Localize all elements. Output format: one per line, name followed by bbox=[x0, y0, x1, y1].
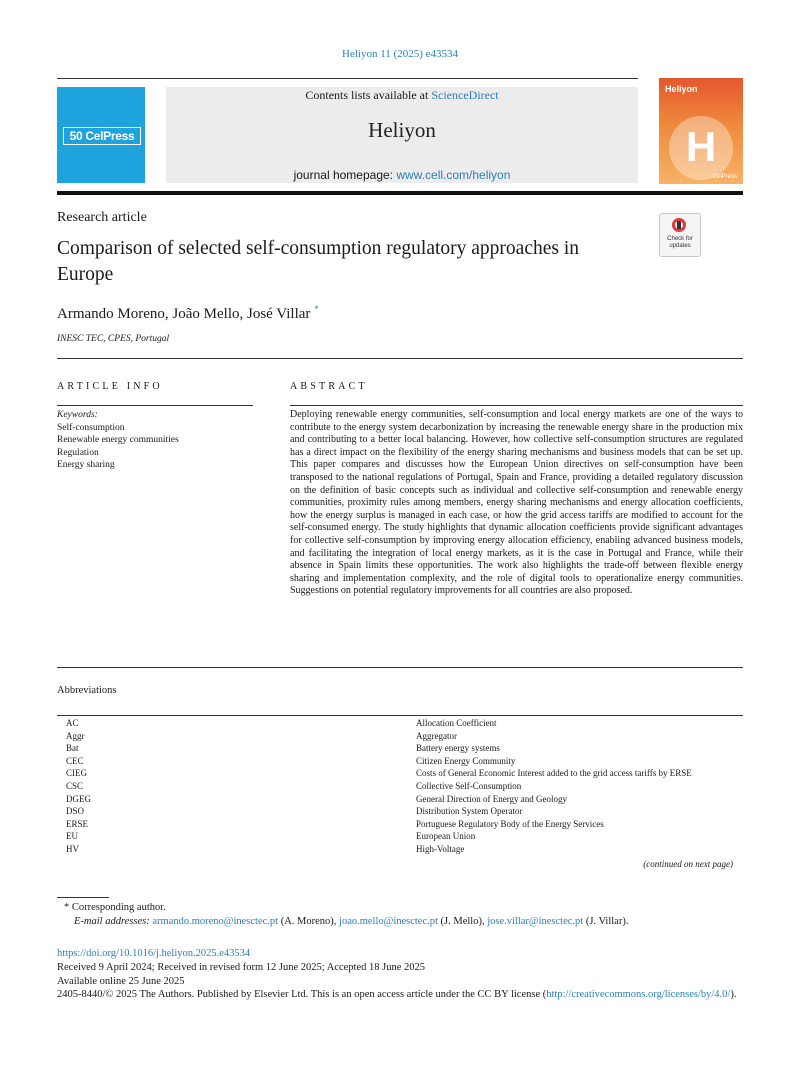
keywords-label: Keywords: bbox=[57, 410, 98, 420]
header-thick-divider bbox=[57, 191, 743, 195]
email-label: E-mail addresses: bbox=[74, 916, 150, 927]
cover-title: Heliyon bbox=[665, 84, 698, 94]
author-name[interactable]: José Villar bbox=[246, 306, 311, 322]
keyword: Regulation bbox=[57, 447, 99, 458]
table-row bbox=[57, 843, 743, 856]
abbreviations-table bbox=[57, 717, 743, 856]
publisher-logo bbox=[57, 87, 145, 183]
meaning-cell: Allocation Coefficient bbox=[416, 718, 497, 728]
abbreviation-cell: EU bbox=[66, 831, 78, 842]
abstract-divider bbox=[290, 405, 743, 406]
abbreviation-cell: CEC bbox=[66, 755, 84, 766]
meaning-cell: High-Voltage bbox=[416, 843, 465, 854]
cover-publisher: CelPress bbox=[712, 174, 737, 180]
table-row bbox=[57, 805, 743, 818]
table-row bbox=[57, 793, 743, 806]
crossmark-label: Check for updates bbox=[667, 236, 693, 249]
license-link[interactable]: http://creativecommons.org/licenses/by/4.0/ bbox=[546, 989, 731, 1000]
available-online-date: Available online 25 June 2025 bbox=[57, 976, 185, 987]
keywords-block bbox=[57, 409, 257, 472]
sciencedirect-link[interactable]: ScienceDirect bbox=[431, 88, 499, 102]
check-for-updates-button[interactable] bbox=[659, 213, 701, 257]
abstract-heading: ABSTRACT bbox=[290, 381, 368, 392]
email-link-mello[interactable]: joao.mello@inesctec.pt bbox=[339, 916, 438, 927]
header-divider bbox=[57, 78, 638, 79]
crossmark-bookmark-icon bbox=[677, 221, 681, 229]
contents-prefix: Contents lists available at bbox=[305, 88, 429, 102]
continued-note: (continued on next page) bbox=[643, 859, 733, 869]
abbreviation-cell: DSO bbox=[66, 806, 85, 817]
table-row bbox=[57, 742, 743, 755]
table-row bbox=[57, 730, 743, 743]
abbreviation-cell: HV bbox=[66, 843, 79, 854]
table-row bbox=[57, 717, 743, 730]
abbreviation-cell: Aggr bbox=[66, 730, 85, 741]
meaning-cell: Distribution System Operator bbox=[416, 806, 523, 817]
meaning-cell: Costs of General Economic Interest added to the grid access tariffs by ERSE bbox=[416, 768, 692, 779]
homepage-prefix: journal homepage: bbox=[293, 168, 393, 182]
abbreviation-cell: ERSE bbox=[66, 818, 89, 829]
meaning-cell: European Union bbox=[416, 831, 476, 842]
meaning-cell: Portuguese Regulatory Body of the Energy Services bbox=[416, 818, 604, 829]
table-row bbox=[57, 830, 743, 843]
article-type: Research article bbox=[57, 210, 147, 225]
meaning-cell: Aggregator bbox=[416, 730, 457, 741]
abstract-end-divider bbox=[57, 667, 743, 668]
article-title: Comparison of selected self-consumption regulatory approaches in Europe bbox=[57, 238, 580, 285]
abbreviation-cell: Bat bbox=[66, 743, 79, 754]
abbreviation-cell: CIEG bbox=[66, 768, 87, 779]
abbreviation-cell: CSC bbox=[66, 780, 84, 791]
section-divider bbox=[57, 358, 743, 359]
email-link-villar[interactable]: jose.villar@inesctec.pt bbox=[487, 916, 584, 927]
contents-line bbox=[166, 88, 638, 103]
corresponding-author-marker[interactable]: * bbox=[314, 304, 319, 314]
abbreviations-heading: Abbreviations bbox=[57, 685, 117, 696]
article-info-divider bbox=[57, 405, 253, 406]
publisher-logo-text: 50 CelPress bbox=[63, 127, 141, 145]
journal-reference-link[interactable]: Heliyon 11 (2025) e43534 bbox=[342, 48, 458, 60]
homepage-line bbox=[166, 168, 638, 182]
author-name[interactable]: João Mello bbox=[172, 306, 240, 322]
table-row bbox=[57, 755, 743, 768]
author-list: Armando Moreno, João Mello, José Villar * bbox=[57, 304, 319, 322]
footnote-divider bbox=[57, 897, 109, 898]
keyword: Renewable energy communities bbox=[57, 435, 179, 446]
corresponding-author-note: * Corresponding author. bbox=[64, 902, 166, 913]
doi-link[interactable]: https://doi.org/10.1016/j.heliyon.2025.e43534 bbox=[57, 948, 251, 959]
meaning-cell: Citizen Energy Community bbox=[416, 755, 516, 766]
affiliation: INESC TEC, CPES, Portugal bbox=[57, 334, 170, 344]
meaning-cell: Collective Self-Consumption bbox=[416, 780, 522, 791]
table-row bbox=[57, 780, 743, 793]
keyword: Energy sharing bbox=[57, 460, 115, 471]
keyword: Self-consumption bbox=[57, 422, 125, 433]
cover-letter: H bbox=[685, 123, 717, 170]
meaning-cell: Battery energy systems bbox=[416, 743, 500, 754]
meaning-cell: General Direction of Energy and Geology bbox=[416, 793, 568, 804]
abstract-text: Deploying renewable energy communities, self-consumption and local energy markets are one of the ways to contribute to the energy system decarbonization by increasing the renewable energy share in the production mix and contributing to a better local balancing. However, how collective self-consumption structures are regulated has a direct impact on the flexibility of the energy sharing mechanisms and business models that can be set up. This paper compares and discusses how the European Union directives on self-consumption have been transposed to the national regulations of Portugal, Spain and France, providing a detailed regulatory discussion on the definition of basic concepts such as individual and collective self-consumption and renewable energy communities, proximity rules among members, energy sharing mechanisms and energy allocation coefficients, how the energy surplus is managed in each case, or how the grid access tariffs are modified to account for the self-consumed energy. The study highlights that dynamic allocation coefficients provide significant advantages for collective self-consumption by improving energy allocation efficiency, enabling advanced business models, and facilitating the integration of local energy markets, as it is the case in Portugal and France, while their absence in Spain limits these opportunities. The work also highlights the trade-off between flexible energy sharing and implementation complexity, and the role of digital tools to operationalize energy communities. Suggestions on potential regulatory improvements for all countries are also proposed. bbox=[290, 409, 743, 597]
journal-name: Heliyon bbox=[368, 118, 436, 142]
table-row bbox=[57, 767, 743, 780]
license-statement: 2405-8440/© 2025 The Authors. Published by Elsevier Ltd. This is an open access article under the CC BY license (http://creativecommons.org/licenses/by/4.0/). bbox=[57, 989, 737, 1000]
abbreviation-cell: AC bbox=[66, 718, 79, 728]
email-link-moreno[interactable]: armando.moreno@inesctec.pt bbox=[152, 916, 279, 927]
received-dates: Received 9 April 2024; Received in revised form 12 June 2025; Accepted 18 June 2025 bbox=[57, 962, 425, 973]
journal-homepage-link[interactable]: www.cell.com/heliyon bbox=[396, 168, 511, 182]
email-addresses: E-mail addresses: armando.moreno@inesctec.pt (A. Moreno), joao.mello@inesctec.pt (J. Mello), jose.villar@inesctec.pt (J. Villar). bbox=[74, 916, 629, 927]
author-name[interactable]: Armando Moreno bbox=[57, 306, 165, 322]
journal-cover-image bbox=[659, 78, 743, 184]
abbreviations-divider bbox=[57, 715, 743, 716]
abbreviation-cell: DGEG bbox=[66, 793, 91, 804]
table-row bbox=[57, 818, 743, 831]
article-info-heading: ARTICLE INFO bbox=[57, 381, 163, 392]
